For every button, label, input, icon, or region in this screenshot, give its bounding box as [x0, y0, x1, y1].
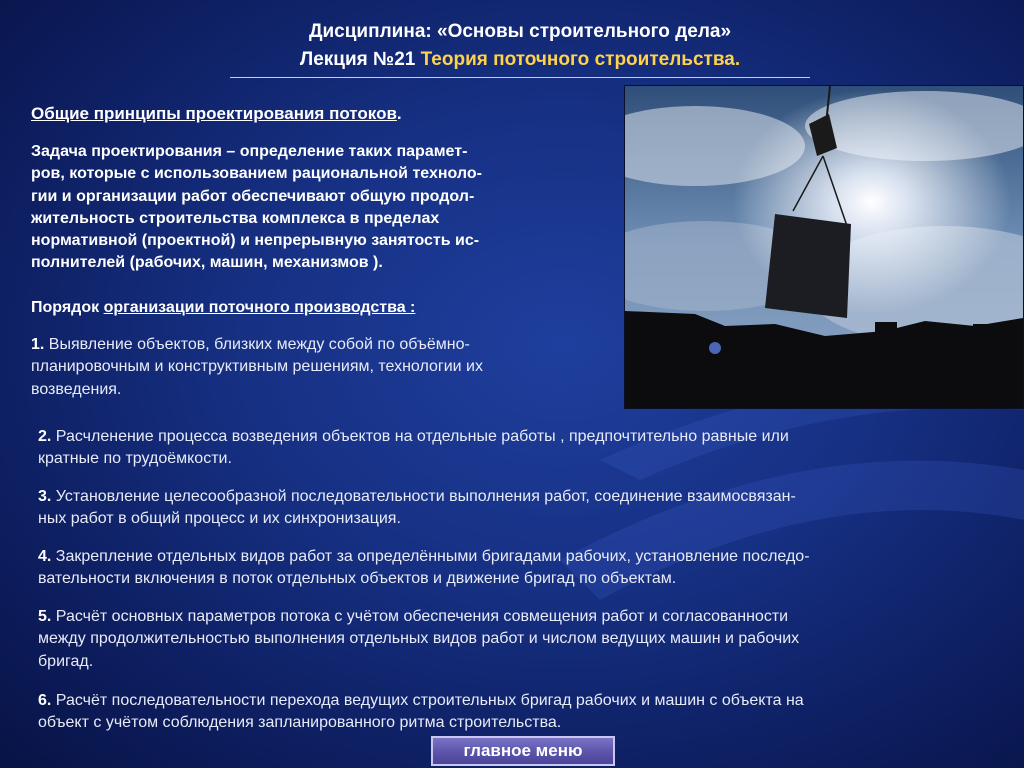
task-line: жительность строительства комплекса в пределах	[31, 209, 440, 227]
item-line: вательности включения в поток отдельных объектов и движение бригад по объектам.	[38, 570, 677, 588]
item-line: бригад.	[38, 652, 94, 670]
item-number: 6.	[38, 692, 52, 709]
order-label: Порядок	[31, 299, 104, 316]
task-paragraph	[31, 141, 601, 275]
list-item	[38, 486, 1008, 531]
section-title: Общие принципы проектирования потоков.	[31, 104, 402, 123]
order-underlined: организации поточного производства :	[103, 299, 416, 316]
item-line: Установление целесообразной последовательности выполнения работ, соединение взаимосвязан-	[55, 488, 796, 505]
task-line: гии и организации работ обеспечивают общую продол-	[31, 187, 475, 205]
item-line: кратные по трудоёмкости.	[38, 450, 232, 468]
header-divider	[230, 77, 810, 78]
item-line: Выявление объектов, близких между собой по объёмно-	[48, 336, 470, 353]
order-heading	[31, 297, 601, 319]
main-menu-button[interactable]: главное меню	[431, 736, 615, 766]
task-line: ров, которые с использованием рациональной техноло-	[31, 165, 482, 183]
lecture-label: Лекция №21	[299, 49, 416, 70]
item-line: между продолжительностью выполнения отдельных видов работ и числом ведущих машин и рабочих	[38, 630, 800, 648]
item-number: 1.	[31, 336, 45, 353]
lecture-topic: Теория поточного строительства.	[420, 49, 741, 70]
item-line: Расчёт последовательности перехода ведущих строительных бригад рабочих и машин с объекта на	[55, 692, 804, 709]
task-line: полнителей (рабочих, машин, механизмов ).	[31, 254, 383, 272]
list-item	[31, 334, 601, 401]
list-item	[38, 606, 1008, 673]
item-line: Закрепление отдельных видов работ за определёнными бригадами рабочих, установление последо-	[55, 548, 810, 565]
list-item	[38, 690, 1008, 735]
item-line: ных работ в общий процесс и их синхронизация.	[38, 510, 401, 528]
item-number: 5.	[38, 608, 52, 625]
task-line: Задача проектирования – определение таких парамет-	[31, 143, 468, 160]
crane-photo	[624, 85, 1024, 409]
item-line: возведения.	[31, 380, 122, 398]
discipline-name: «Основы строительного дела»	[437, 21, 732, 42]
task-line: нормативной (проектной) и непрерывную занятость ис-	[31, 232, 480, 250]
item-line: Расчленение процесса возведения объектов на отдельные работы , предпочтительно равные или	[55, 428, 789, 445]
list-item	[38, 426, 1008, 471]
slide-header	[230, 18, 810, 74]
crane-lifting-panel-photo-icon	[625, 86, 1023, 408]
item-line: объект с учётом соблюдения запланированного ритма строительства.	[38, 714, 562, 732]
discipline-label: Дисциплина:	[308, 21, 432, 42]
item-line: Расчёт основных параметров потока с учётом обеспечения совмещения работ и согласованности	[55, 608, 789, 625]
item-number: 2.	[38, 428, 52, 445]
item-number: 3.	[38, 488, 52, 505]
list-item	[38, 546, 1008, 591]
item-number: 4.	[38, 548, 52, 565]
item-line: планировочным и конструктивным решениям, технологии их	[31, 358, 483, 376]
